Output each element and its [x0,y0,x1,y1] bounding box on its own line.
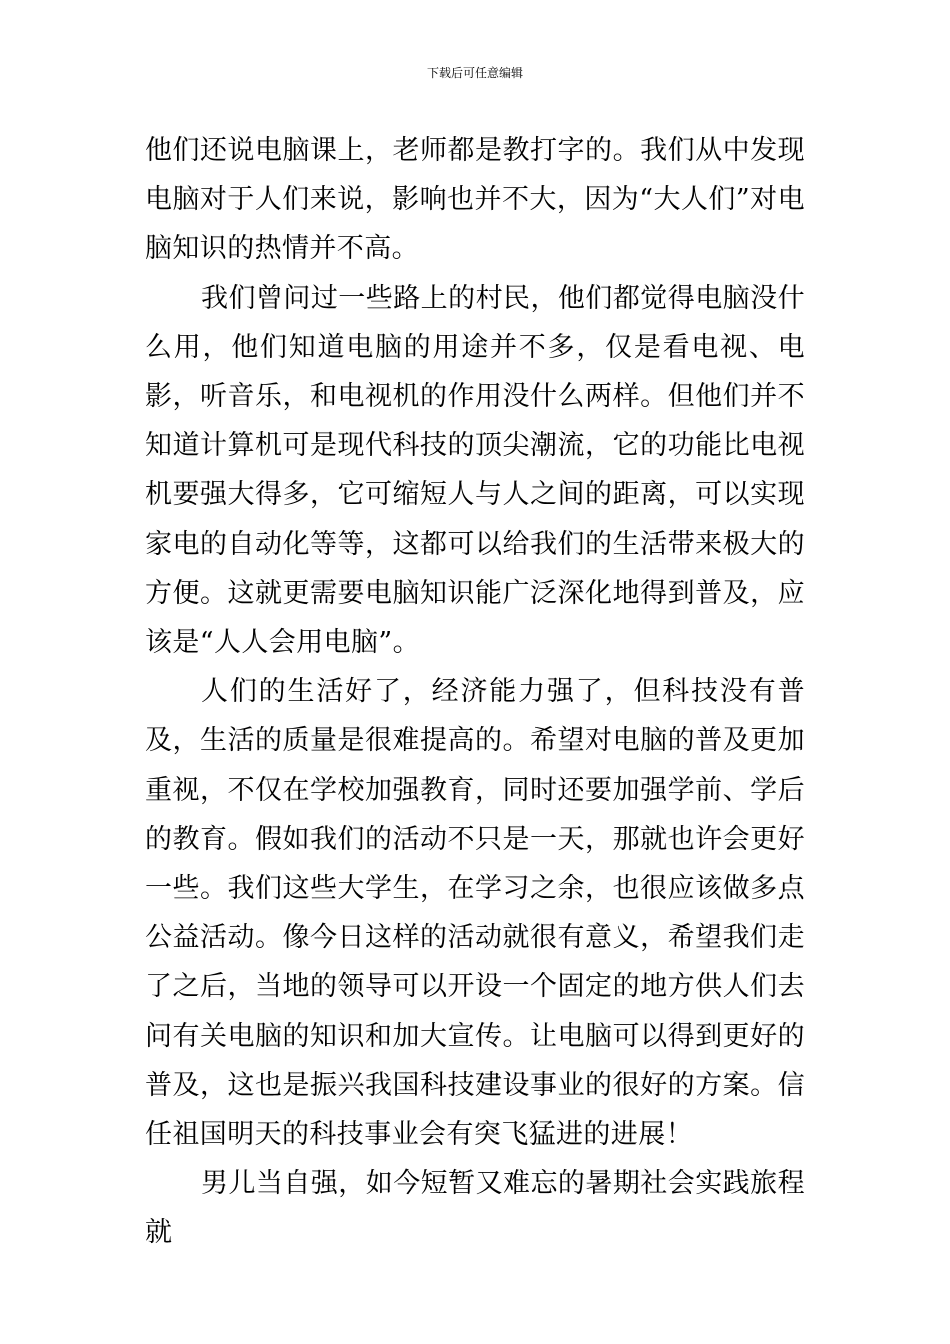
document-body [145,126,805,1258]
page-header: 下载后可任意编辑 [426,66,523,80]
paragraph-3: 人们的生活好了，经济能力强了，但科技没有普及，生活的质量是很难提高的。希望对电脑的普及更加重视，不仅在学校加强教育，同时还要加强学前、学后的教育。假如我们的活动不只是一天，那就也许会更好一些。我们这些大学生，在学习之余，也很应该做多点公益活动。像今日这样的活动就很有意义，希望我们走了之后，当地的领导可以开设一个固定的地方供人们去问有关电脑的知识和加大宣传。让电脑可以得到更好的普及，这也是振兴我国科技建设事业的很好的方案。信任祖国明天的科技事业会有突飞猛进的进展！ [145,676,805,1151]
paragraph-4: 男儿当自强，如今短暂又难忘的暑期社会实践旅程就 [145,1168,805,1249]
paragraph-2: 我们曾问过一些路上的村民，他们都觉得电脑没什么用，他们知道电脑的用途并不多，仅是看电视、电影，听音乐，和电视机的作用没什么两样。但他们并不知道计算机可是现代科技的顶尖潮流，它的功能比电视机要强大得多，它可缩短人与人之间的距离，可以实现家电的自动化等等，这都可以给我们的生活带来极大的方便。这就更需要电脑知识能广泛深化地得到普及，应该是“人人会用电脑”。 [145,282,805,659]
paragraph-1: 他们还说电脑课上，老师都是教打字的。我们从中发现电脑对于人们来说，影响也并不大，因为“大人们”对电脑知识的热情并不高。 [145,135,805,265]
